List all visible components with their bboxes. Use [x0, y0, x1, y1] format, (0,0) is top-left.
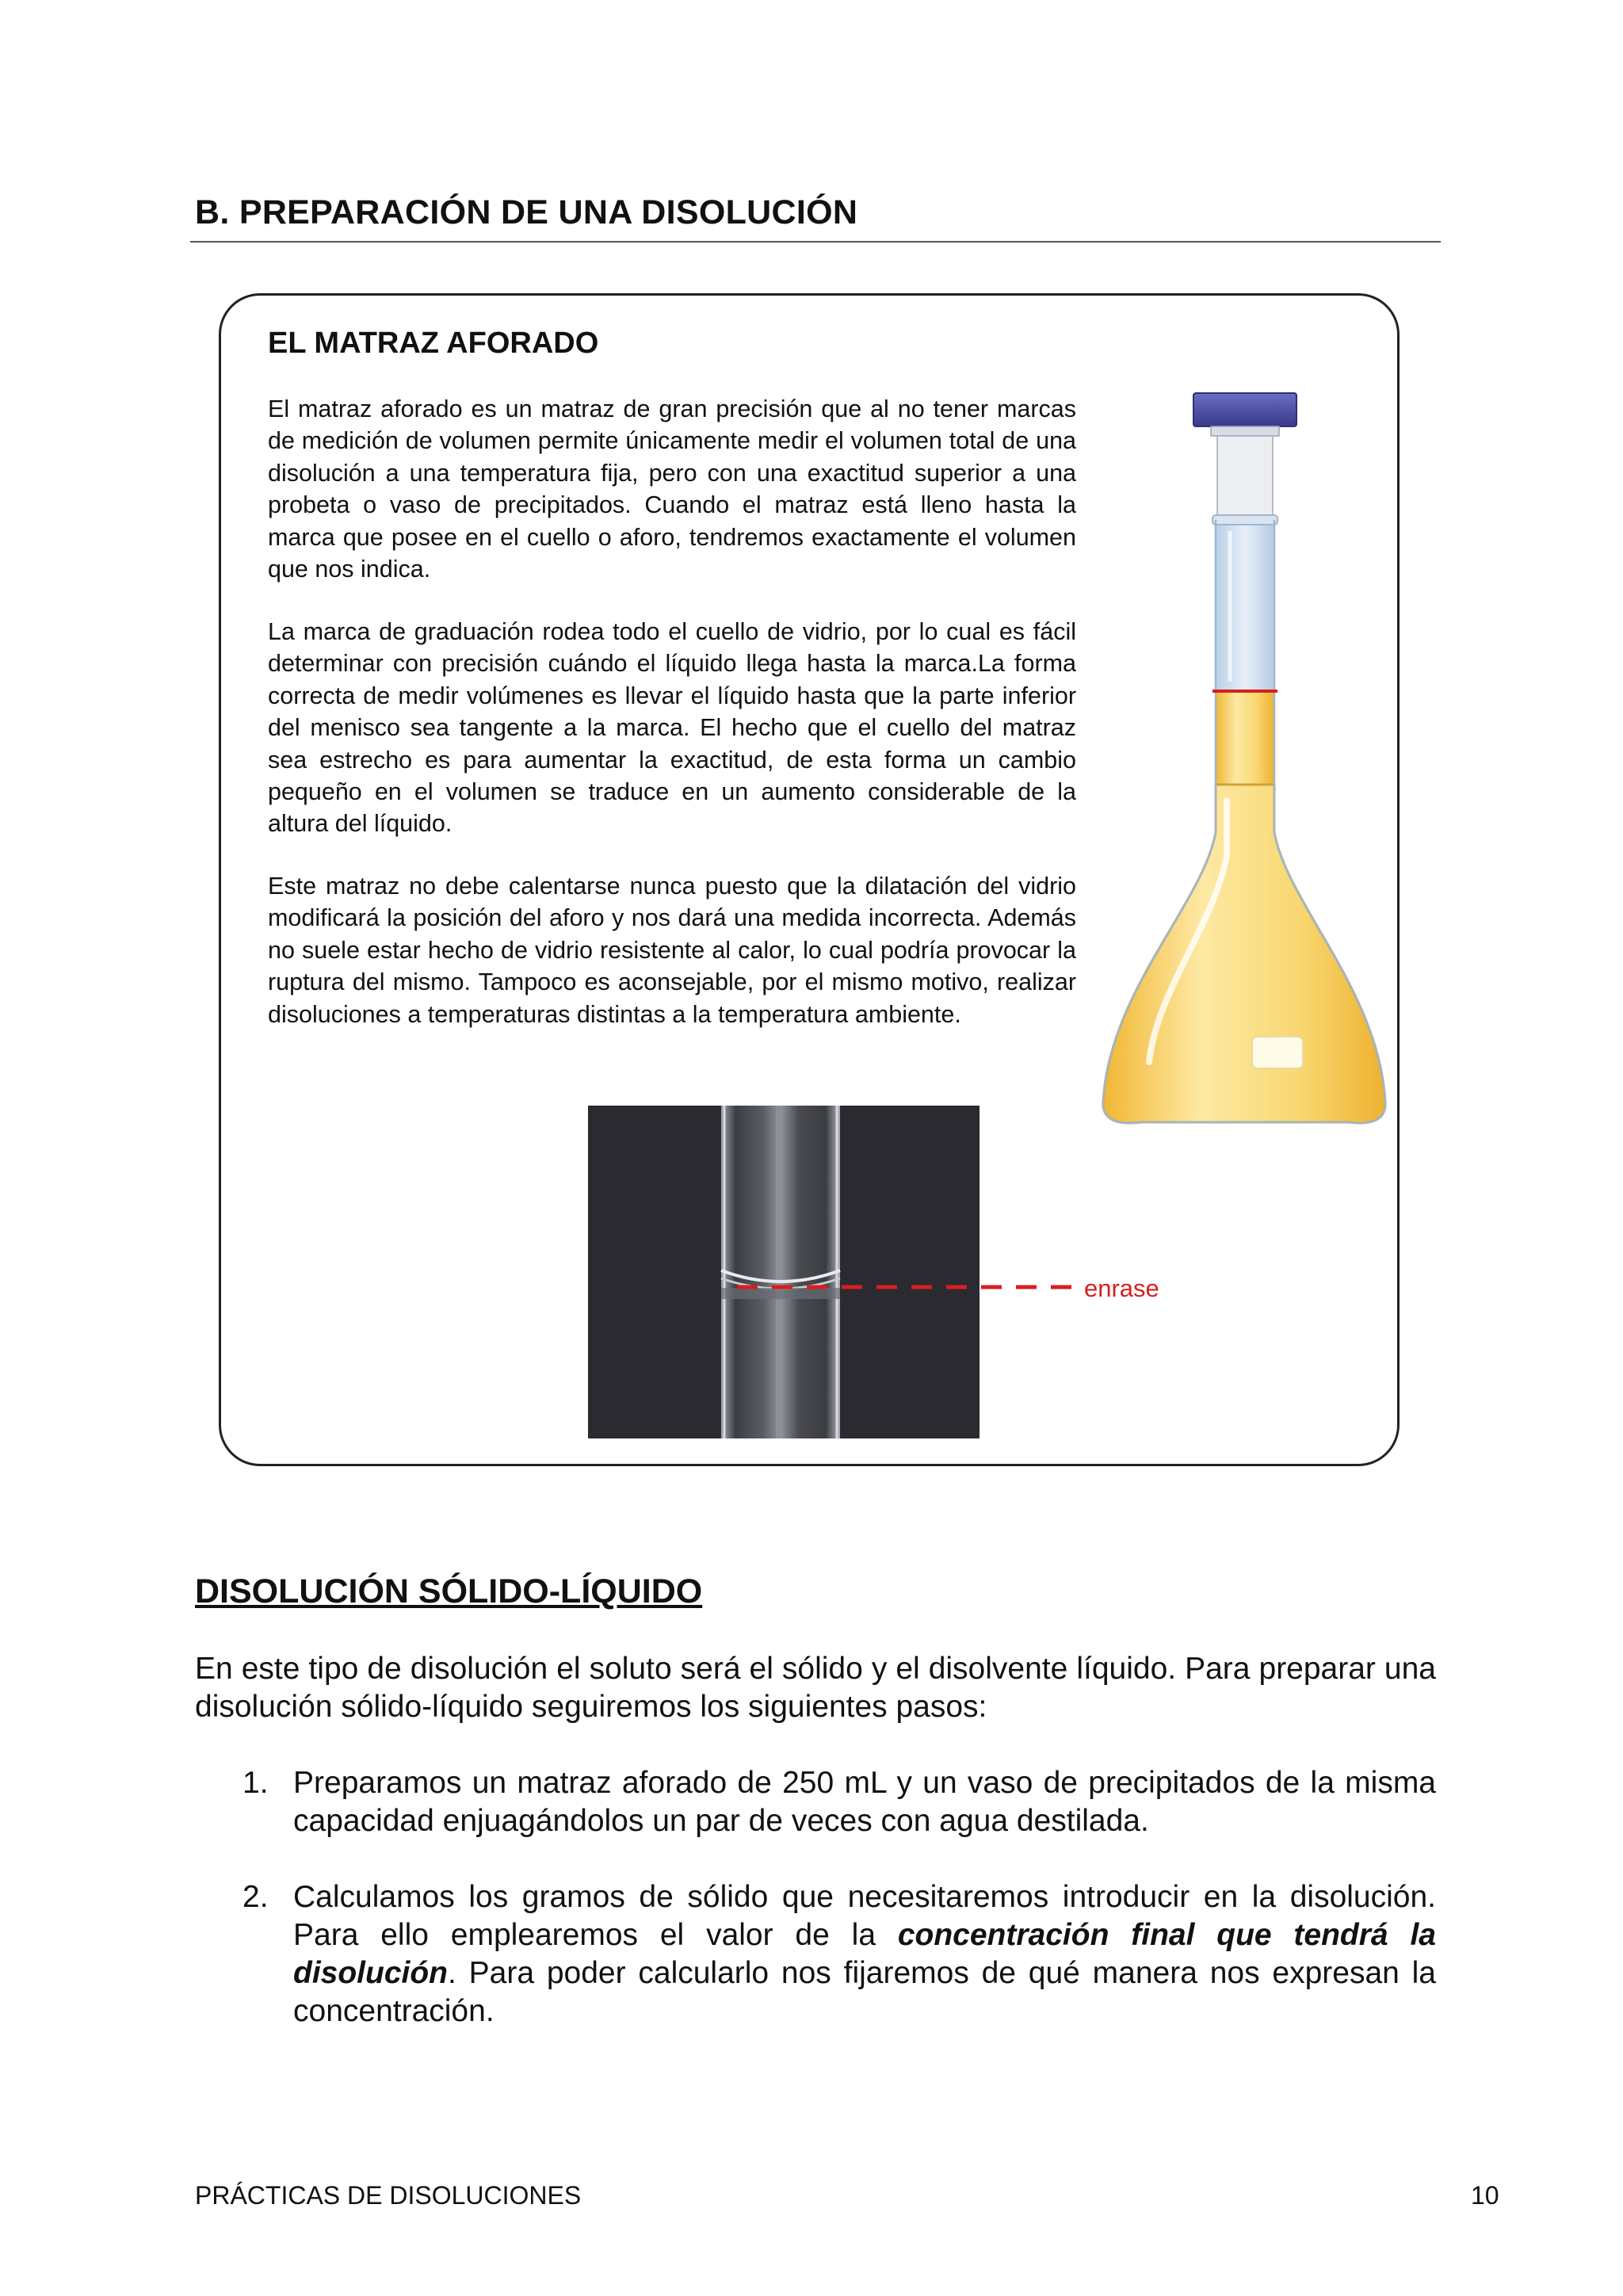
intro-paragraph: En este tipo de disolución el soluto será el sólido y el disolvente líquido. Para preparar una disolución sólido-líquido seguiremos los siguientes pasos: — [195, 1652, 1436, 1724]
step-number: 2. — [242, 1880, 269, 1914]
subsection-title: DISOLUCIÓN SÓLIDO-LÍQUIDO — [195, 1572, 703, 1610]
step-text-segment: Calculamos los gramos de sólido que necesitaremos introducir en la disolución. Para ello emplearemos el valor de la — [293, 1880, 1436, 1952]
flask-neck-photo — [588, 1106, 980, 1438]
box-paragraph: La marca de graduación rodea todo el cuello de vidrio, por lo cual es fácil determinar con precisión cuándo el líquido llega hasta la marca.La forma correcta de medir volúmenes es llevar el líquido hasta que la parte inferior del menisco sea tangente a la marca. El hecho que el cuello del matraz sea estrecho es para aumentar la exactitud, de esta forma un cambio pequeño en el volumen se traduce en un aumento considerable de la altura del líquido. — [268, 618, 1076, 838]
step-text — [293, 1878, 1436, 2030]
footer-title: PRÁCTICAS DE DISOLUCIONES — [195, 2181, 582, 2210]
box-paragraph: Este matraz no debe calentarse nunca puesto que la dilatación del vidrio modificará la posición del aforo y nos dará una medida incorrecta. Además no suele estar hecho de vidrio resistente al calor, lo cual podría provocar la ruptura del mismo. Tampoco es aconsejable, por el mismo motivo, realizar disoluciones a temperaturas distintas a la temperatura ambiente. — [268, 873, 1076, 1028]
meniscus-dashed-line — [737, 1279, 1078, 1295]
section-divider — [190, 241, 1441, 243]
step-text-segment: . Para poder calcularlo nos fijaremos de qué manera nos expresan la concentración. — [293, 1956, 1436, 2028]
box-title: EL MATRAZ AFORADO — [268, 327, 599, 360]
volumetric-flask-illustration — [1094, 388, 1387, 1125]
meniscus-label: enrase — [1084, 1274, 1159, 1302]
step-item — [242, 1764, 1436, 1840]
step-number: 1. — [242, 1766, 269, 1800]
step-item — [242, 1878, 1436, 2030]
box-paragraph: El matraz aforado es un matraz de gran precisión que al no tener marcas de medición de volumen permite únicamente medir el volumen total de una disolución a una temperatura fija, pero con una exactitud superior a una probeta o vaso de precipitados. Cuando el matraz está lleno hasta la marca que posee en el cuello o aforo, tendremos exactamente el volumen que nos indica. — [268, 395, 1076, 583]
step-emphasis: concentración final que tendrá la disolución — [293, 1918, 1436, 1990]
section-title: B. PREPARACIÓN DE UNA DISOLUCIÓN — [195, 193, 858, 231]
page-number: 10 — [1471, 2181, 1499, 2210]
step-text: Preparamos un matraz aforado de 250 mL y un vaso de precipitados de la misma capacidad enjuagándolos un par de veces con agua destilada. — [293, 1766, 1436, 1838]
